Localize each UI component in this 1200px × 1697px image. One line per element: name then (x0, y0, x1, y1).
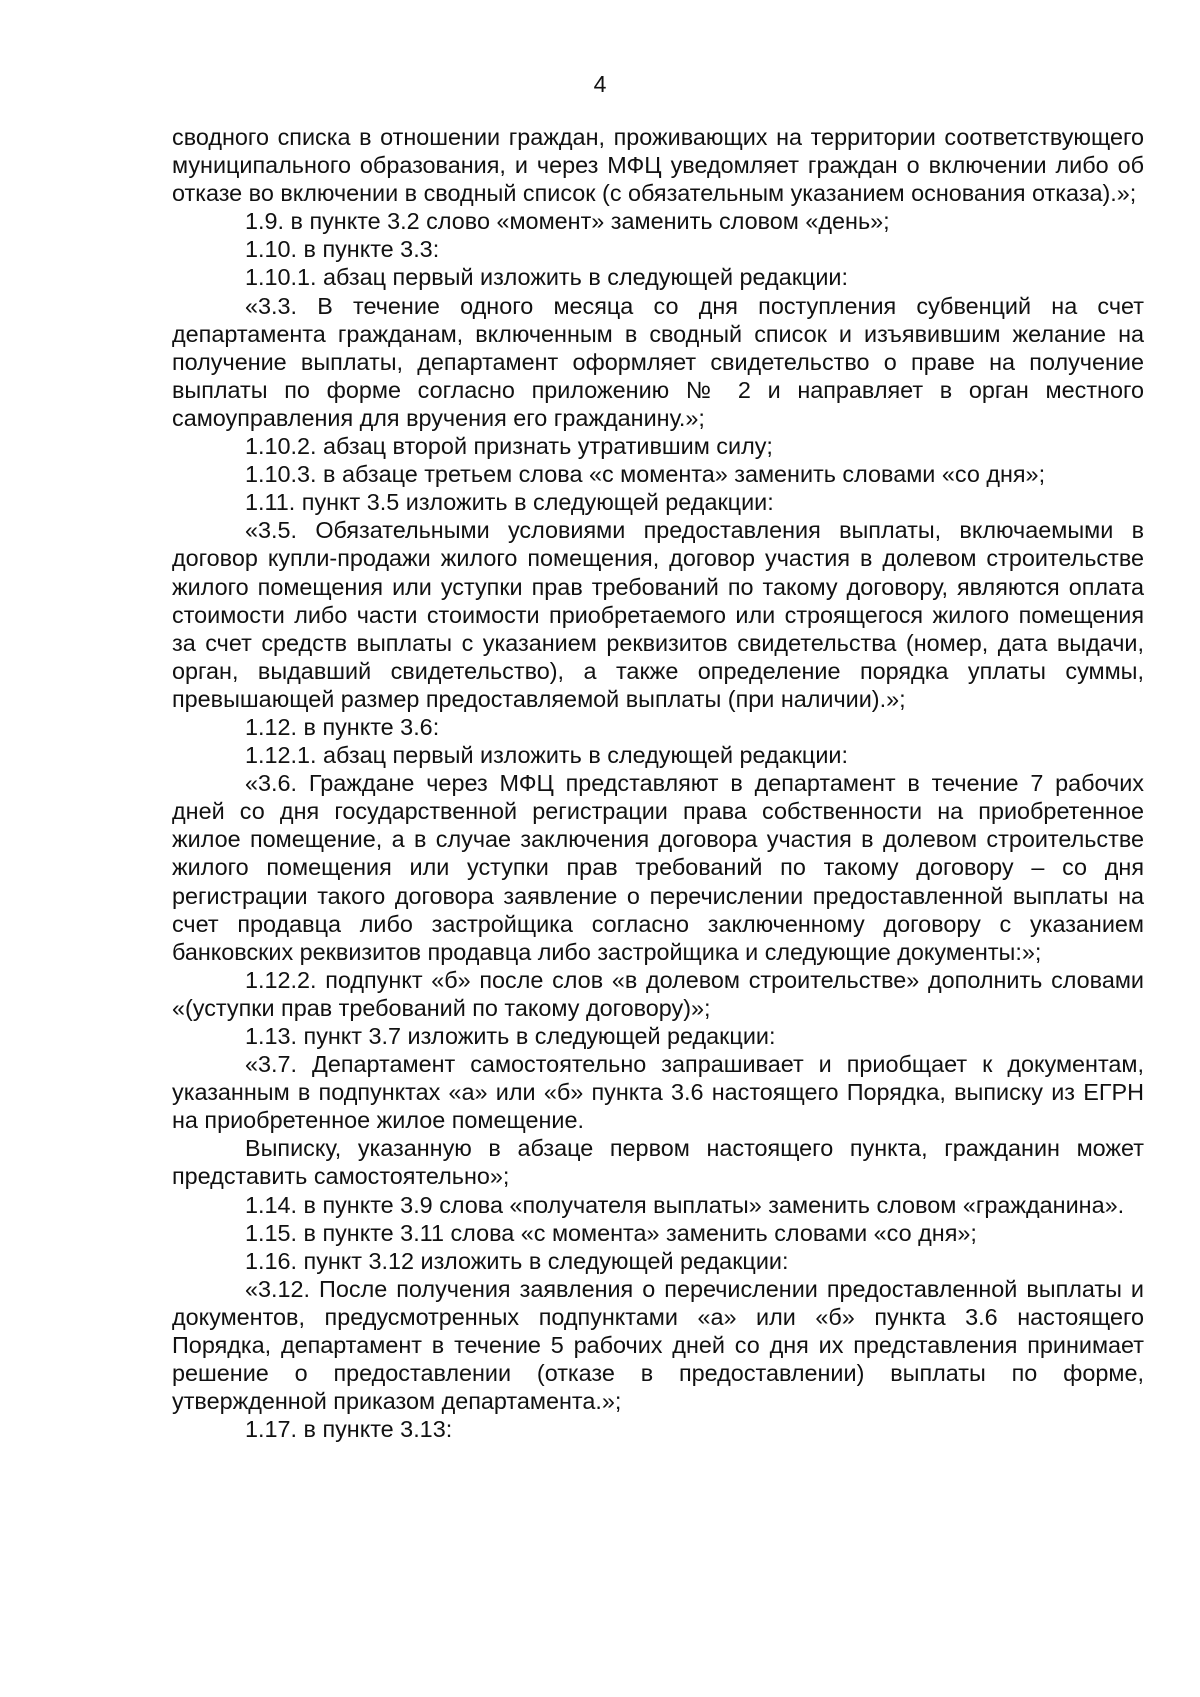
paragraph: 1.12. в пункте 3.6: (245, 713, 440, 740)
paragraph: сводного списка в отношении граждан, проживающих на территории соответствующего муниципального образования, и через МФЦ уведомляет граждан о включении либо об отказе во включении в сводный список (с обязательным указанием основания отказа).»; (172, 124, 1144, 207)
paragraph: «3.12. После получения заявления о перечислении предоставленной выплаты и документов, предусмотренных подпунктами «а» или «б» пункта 3.6 настоящего Порядка, департамент в течение 5 рабочих дней со дня их представления принимает решение о предоставлении (отказе в предоставлении) выплаты по форме, утвержденной приказом департамента.»; (172, 1275, 1144, 1415)
paragraph: 1.12.2. подпункт «б» после слов «в долевом строительстве» дополнить словами «(уступки прав требований по такому договору)»; (172, 966, 1144, 1021)
paragraph: 1.16. пункт 3.12 изложить в следующей редакции: (245, 1247, 789, 1274)
page-number: 4 (593, 71, 607, 97)
paragraph: «3.6. Граждане через МФЦ представляют в департамент в течение 7 рабочих дней со дня государственной регистрации права собственности на приобретенное жилое помещение, а в случае заключения договора участия в долевом строительстве жилого помещения или уступки прав требований по такому договору – со дня регистрации такого договора заявление о перечислении предоставленной выплаты на счет продавца либо застройщика согласно заключенному договору с указанием банковских реквизитов продавца либо застройщика и следующие документы:»; (172, 770, 1144, 965)
paragraph: 1.13. пункт 3.7 изложить в следующей редакции: (245, 1023, 776, 1049)
paragraph: 1.10.3. в абзаце третьем слова «с момента» заменить словами «со дня»; (245, 461, 1046, 488)
paragraph: 1.17. в пункте 3.13: (245, 1416, 453, 1443)
paragraph: 1.10.1. абзац первый изложить в следующей редакции: (245, 264, 848, 291)
paragraph: Выписку, указанную в абзаце первом настоящего пункта, гражданин может представить самостоятельно»; (172, 1135, 1144, 1190)
paragraph: «3.7. Департамент самостоятельно запрашивает и приобщает к документам, указанным в подпунктах «а» или «б» пункта 3.6 настоящего Порядка, выписку из ЕГРН на приобретенное жилое помещение. (172, 1051, 1144, 1134)
paragraph: 1.12.1. абзац первый изложить в следующей редакции: (245, 742, 848, 769)
paragraph: «3.5. Обязательными условиями предоставления выплаты, включаемыми в договор купли-продажи жилого помещения, договор участия в долевом строительстве жилого помещения или уступки прав требований по такому договору, являются оплата стоимости либо части стоимости приобретаемого или строящегося жилого помещения за счет средств выплаты с указанием реквизитов свидетельства (номер, дата выдачи, орган, выдавший свидетельство), а также определение порядка уплаты суммы, превышающей размер предоставляемой выплаты (при наличии).»; (172, 517, 1144, 712)
document-body (172, 123, 1144, 1443)
paragraph: 1.10.2. абзац второй признать утратившим силу; (245, 433, 773, 460)
paragraph: 1.10. в пункте 3.3: (245, 236, 440, 263)
paragraph: 1.14. в пункте 3.9 слова «получателя выплаты» заменить словом «гражданина». (245, 1191, 1125, 1218)
paragraph: «3.3. В течение одного месяца со дня поступления субвенций на счет департамента гражданам, включенным в сводный список и изъявившим желание на получение выплаты, департамент оформляет свидетельство о праве на получение выплаты по форме согласно приложению № 2 и направляет в орган местного самоуправления для вручения его гражданину.»; (172, 292, 1144, 431)
paragraph: 1.9. в пункте 3.2 слово «момент» заменить словом «день»; (245, 208, 890, 235)
paragraph: 1.15. в пункте 3.11 слова «с момента» заменить словами «со дня»; (245, 1219, 977, 1246)
paragraph: 1.11. пункт 3.5 изложить в следующей редакции: (245, 489, 774, 516)
